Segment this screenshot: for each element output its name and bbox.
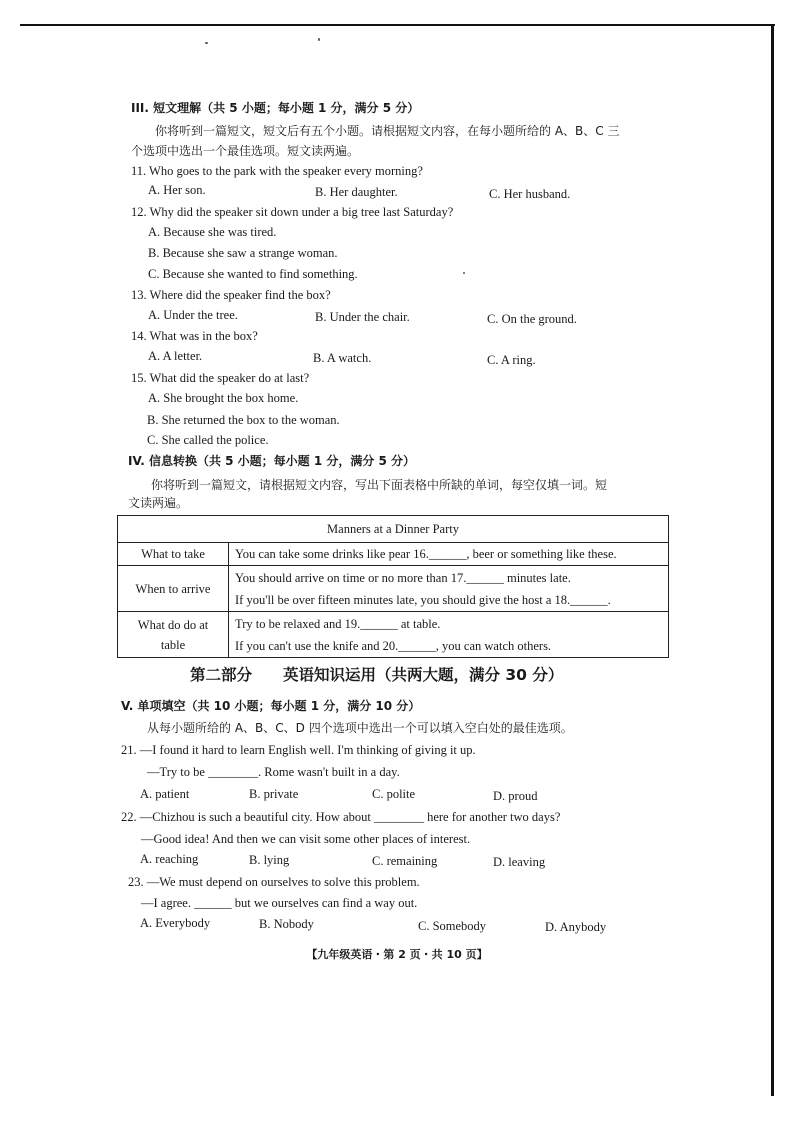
table-row-text: You should arrive on time or no more than 17.______ minutes late.: [235, 570, 571, 585]
question-11-option-b: B. Her daughter.: [315, 185, 398, 199]
question-14-option-b: B. A watch.: [313, 351, 372, 365]
question-13-option-b: B. Under the chair.: [315, 310, 410, 324]
section-5-instruction: 从每小题所给的 A、B、C、D 四个选项中选出一个可以填入空白处的最佳选项。: [147, 721, 573, 735]
question-11-option-a: A. Her son.: [148, 183, 206, 197]
section-3-title: III. 短文理解（共 5 小题；每小题 1 分，满分 5 分）: [131, 101, 420, 115]
question-21-option-c: C. polite: [372, 787, 416, 801]
section-3-instruction: 你将听到一篇短文，短文后有五个小题。请根据短文内容，在每小题所给的 A、B、C 三: [155, 124, 620, 138]
question-21-option-d: D. proud: [493, 789, 538, 803]
table-row-text: Try to be relaxed and 19.______ at table.: [235, 616, 441, 631]
question-12-option-a: A. Because she was tired.: [148, 225, 277, 239]
question-22-option-d: D. leaving: [493, 855, 546, 869]
question-12-stem: 12. Why did the speaker sit down under a big tree last Saturday?: [131, 205, 454, 219]
section-4-instruction: 你将听到一篇短文，请根据短文内容，写出下面表格中所缺的单词，每空仅填一词。短: [151, 478, 608, 492]
page-footer: 【九年级英语・第 2 页・共 10 页】: [306, 948, 488, 961]
question-22-line: 22. —Chizhou is such a beautiful city. How about ________ here for another two days?: [121, 810, 561, 824]
table-row-label: table: [160, 637, 186, 652]
part-2-title: 第二部分 英语知识运用（共两大题，满分 30 分）: [190, 666, 564, 684]
question-13-stem: 13. Where did the speaker find the box?: [131, 288, 331, 302]
question-13-option-c: C. On the ground.: [487, 312, 577, 326]
question-21-option-a: A. patient: [140, 787, 190, 801]
question-22-line: —Good idea! And then we can visit some other places of interest.: [141, 832, 471, 846]
question-12-option-b: B. Because she saw a strange woman.: [148, 246, 338, 260]
question-21-option-b: B. private: [249, 787, 299, 801]
section-4-title: IV. 信息转换（共 5 小题；每小题 1 分，满分 5 分）: [128, 454, 416, 468]
question-13-option-a: A. Under the tree.: [148, 308, 238, 322]
question-14-option-a: A. A letter.: [148, 349, 203, 363]
section-5-title: V. 单项填空（共 10 小题；每小题 1 分，满分 10 分）: [121, 699, 421, 713]
table-row-label: When to arrive: [118, 566, 229, 612]
question-23-option-d: D. Anybody: [545, 920, 607, 934]
question-22-option-c: C. remaining: [372, 854, 438, 868]
table-row-cell: [229, 612, 669, 658]
question-11-option-c: C. Her husband.: [489, 187, 571, 201]
question-14-stem: 14. What was in the box?: [131, 329, 258, 343]
question-21-line: 21. —I found it hard to learn English well. I'm thinking of giving it up.: [121, 743, 476, 757]
section-4-instruction: 文读两遍。: [128, 496, 189, 510]
question-15-option-a: A. She brought the box home.: [148, 391, 299, 405]
question-22-option-b: B. lying: [249, 853, 290, 867]
question-23-option-a: A. Everybody: [140, 916, 211, 930]
table-row-text: If you'll be over fifteen minutes late, you should give the host a 18.______.: [235, 592, 611, 607]
table-row-cell: [229, 566, 669, 612]
table-row-label: What to take: [118, 543, 229, 566]
question-23-line: —I agree. ______ but we ourselves can find a way out.: [141, 896, 418, 910]
question-23-option-b: B. Nobody: [259, 917, 314, 931]
question-15-option-b: B. She returned the box to the woman.: [147, 413, 340, 427]
question-14-option-c: C. A ring.: [487, 353, 536, 367]
section-3-instruction: 个选项中选出一个最佳选项。短文读两遍。: [131, 144, 360, 158]
table-row-text: If you can't use the knife and 20.______, you can watch others.: [235, 638, 552, 653]
question-23-line: 23. —We must depend on ourselves to solve this problem.: [128, 875, 420, 889]
question-15-option-c: C. She called the police.: [147, 433, 269, 447]
question-21-line: —Try to be ________. Rome wasn't built in a day.: [147, 765, 400, 779]
table-row-label-cell: [118, 612, 229, 658]
table-caption: Manners at a Dinner Party: [118, 516, 669, 543]
table-row-label: What do do at: [137, 617, 209, 632]
question-11-stem: 11. Who goes to the park with the speaker every morning?: [131, 164, 423, 178]
info-table: [117, 515, 669, 658]
table-row-text: You can take some drinks like pear 16.______, beer or something like these.: [229, 543, 669, 566]
question-22-option-a: A. reaching: [140, 852, 199, 866]
question-15-stem: 15. What did the speaker do at last?: [131, 371, 310, 385]
question-23-option-c: C. Somebody: [418, 919, 487, 933]
question-12-option-c: C. Because she wanted to find something.: [148, 267, 358, 281]
